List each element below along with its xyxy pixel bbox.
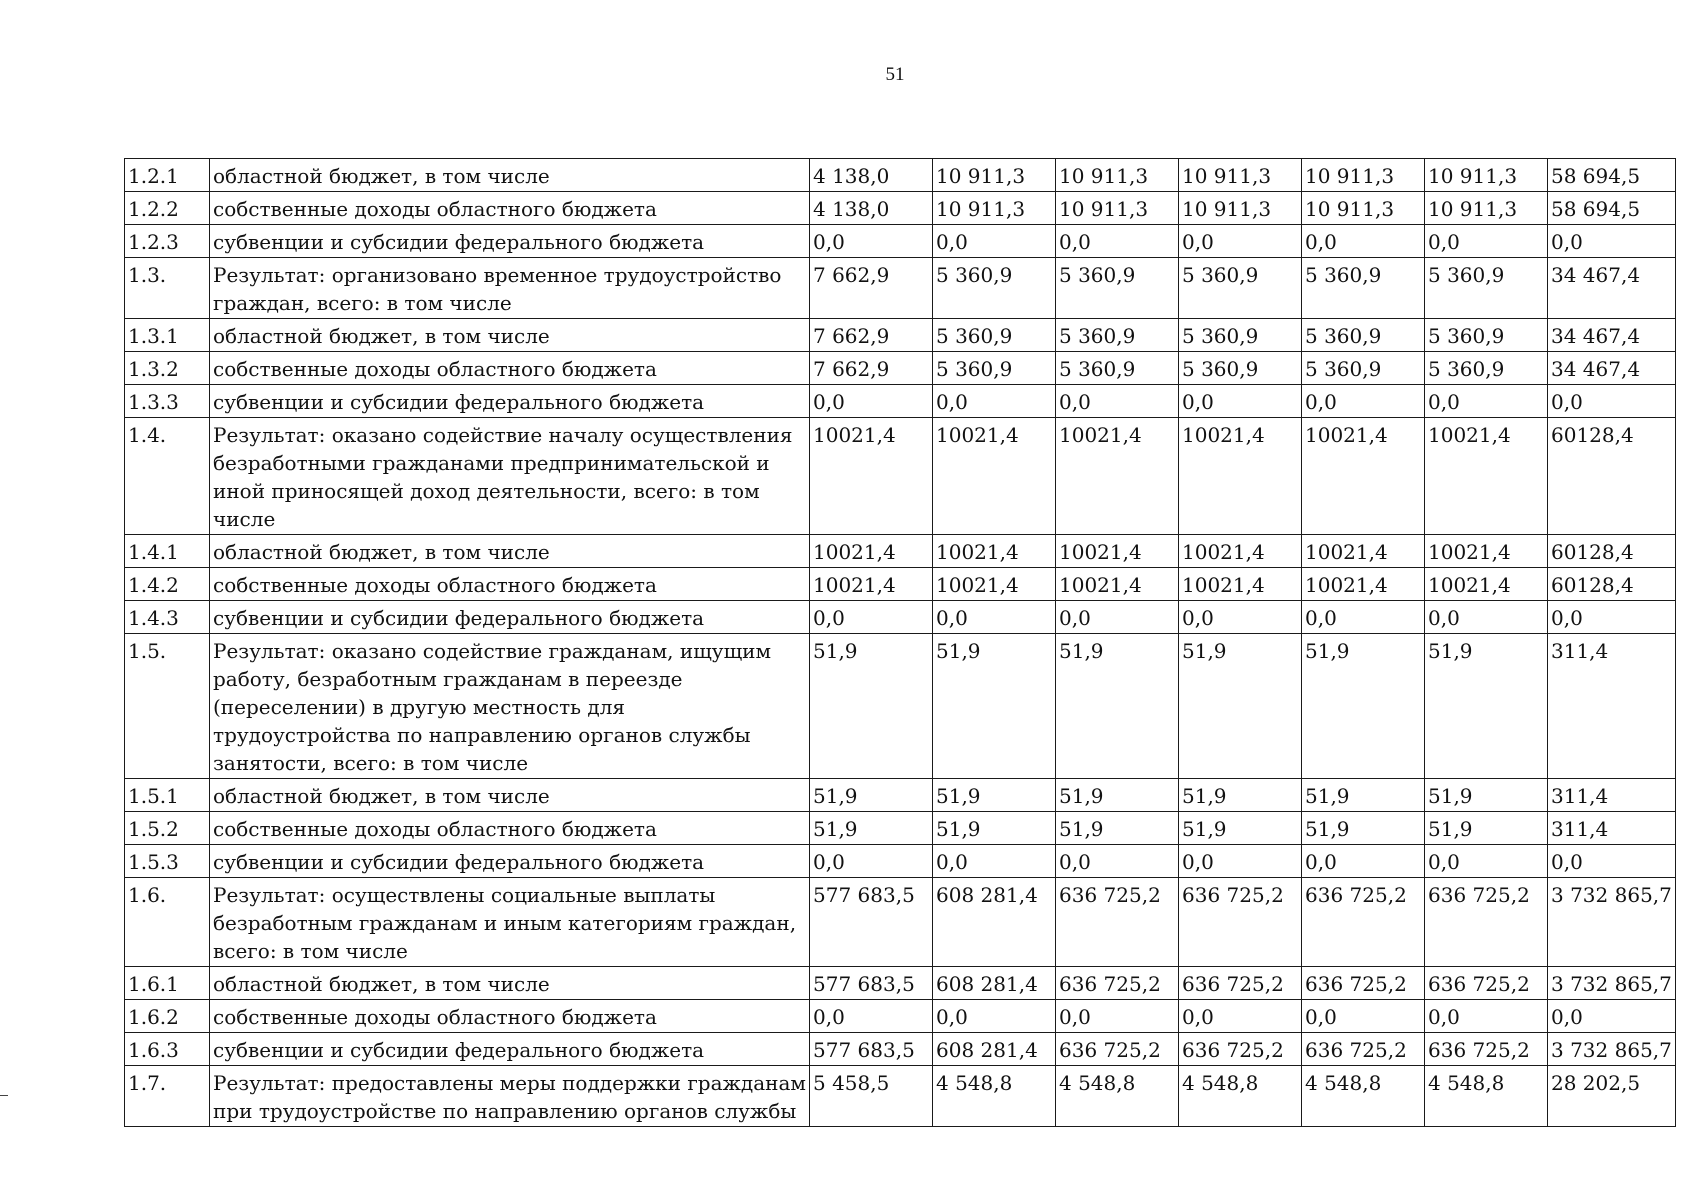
row-year-value: 10 911,3 (1302, 159, 1425, 192)
row-code: 1.6.2 (125, 1000, 210, 1033)
row-code: 1.5.1 (125, 779, 210, 812)
row-year-value: 51,9 (1056, 779, 1179, 812)
row-year-value: 10021,4 (810, 418, 933, 535)
row-description: субвенции и субсидии федерального бюджета (210, 385, 810, 418)
row-year-value: 51,9 (1425, 812, 1548, 845)
row-year-value: 636 725,2 (1302, 878, 1425, 967)
row-year-value: 10021,4 (1425, 418, 1548, 535)
row-year-value: 0,0 (1302, 225, 1425, 258)
margin-mark (0, 1095, 8, 1096)
row-year-value: 51,9 (1056, 634, 1179, 779)
row-total-value: 58 694,5 (1548, 192, 1676, 225)
row-description: собственные доходы областного бюджета (210, 352, 810, 385)
row-description: субвенции и субсидии федерального бюджета (210, 225, 810, 258)
row-year-value: 0,0 (1302, 1000, 1425, 1033)
table-row (125, 225, 1676, 258)
row-year-value: 0,0 (810, 601, 933, 634)
row-year-value: 51,9 (1056, 812, 1179, 845)
row-total-value: 311,4 (1548, 812, 1676, 845)
table-row (125, 352, 1676, 385)
row-description: субвенции и субсидии федерального бюджета (210, 1033, 810, 1066)
row-year-value: 0,0 (933, 601, 1056, 634)
row-year-value: 4 548,8 (1425, 1066, 1548, 1127)
row-year-value: 0,0 (1302, 385, 1425, 418)
row-year-value: 10 911,3 (933, 192, 1056, 225)
row-year-value: 608 281,4 (933, 1033, 1056, 1066)
row-year-value: 636 725,2 (1302, 967, 1425, 1000)
row-year-value: 4 548,8 (1302, 1066, 1425, 1127)
row-year-value: 51,9 (933, 812, 1056, 845)
table-row (125, 967, 1676, 1000)
table-row (125, 779, 1676, 812)
row-year-value: 10021,4 (810, 568, 933, 601)
row-code: 1.2.3 (125, 225, 210, 258)
row-code: 1.2.2 (125, 192, 210, 225)
row-description: областной бюджет, в том числе (210, 535, 810, 568)
row-description: Результат: предоставлены меры поддержки гражданам при трудоустройстве по направлению органов службы (210, 1066, 810, 1127)
table-row (125, 634, 1676, 779)
row-code: 1.6. (125, 878, 210, 967)
row-description: собственные доходы областного бюджета (210, 1000, 810, 1033)
row-year-value: 10 911,3 (1056, 159, 1179, 192)
row-total-value: 3 732 865,7 (1548, 1033, 1676, 1066)
row-year-value: 10021,4 (1179, 568, 1302, 601)
row-total-value: 34 467,4 (1548, 352, 1676, 385)
row-year-value: 636 725,2 (1179, 967, 1302, 1000)
row-year-value: 10 911,3 (1179, 159, 1302, 192)
row-year-value: 51,9 (1425, 779, 1548, 812)
table-row (125, 845, 1676, 878)
row-year-value: 5 360,9 (1425, 319, 1548, 352)
row-code: 1.5.3 (125, 845, 210, 878)
row-description: областной бюджет, в том числе (210, 779, 810, 812)
row-year-value: 636 725,2 (1425, 967, 1548, 1000)
row-description: собственные доходы областного бюджета (210, 192, 810, 225)
row-code: 1.4.2 (125, 568, 210, 601)
row-year-value: 4 138,0 (810, 159, 933, 192)
row-total-value: 0,0 (1548, 845, 1676, 878)
row-year-value: 10 911,3 (1425, 192, 1548, 225)
row-year-value: 0,0 (810, 845, 933, 878)
row-year-value: 0,0 (1056, 1000, 1179, 1033)
table-row (125, 258, 1676, 319)
row-description: субвенции и субсидии федерального бюджета (210, 601, 810, 634)
row-year-value: 10021,4 (933, 535, 1056, 568)
row-year-value: 51,9 (1302, 812, 1425, 845)
row-year-value: 0,0 (1425, 385, 1548, 418)
row-year-value: 577 683,5 (810, 1033, 933, 1066)
row-total-value: 58 694,5 (1548, 159, 1676, 192)
row-total-value: 60128,4 (1548, 418, 1676, 535)
row-year-value: 0,0 (810, 385, 933, 418)
row-year-value: 10021,4 (1302, 535, 1425, 568)
row-year-value: 608 281,4 (933, 878, 1056, 967)
row-code: 1.3.3 (125, 385, 210, 418)
row-year-value: 7 662,9 (810, 319, 933, 352)
row-year-value: 636 725,2 (1179, 878, 1302, 967)
row-year-value: 0,0 (1056, 225, 1179, 258)
row-year-value: 5 360,9 (1302, 319, 1425, 352)
row-year-value: 577 683,5 (810, 878, 933, 967)
row-description: собственные доходы областного бюджета (210, 568, 810, 601)
row-total-value: 34 467,4 (1548, 258, 1676, 319)
row-year-value: 4 548,8 (1179, 1066, 1302, 1127)
row-total-value: 34 467,4 (1548, 319, 1676, 352)
row-code: 1.5. (125, 634, 210, 779)
row-year-value: 0,0 (1425, 225, 1548, 258)
row-year-value: 51,9 (810, 779, 933, 812)
row-year-value: 5 360,9 (1056, 319, 1179, 352)
row-year-value: 636 725,2 (1056, 967, 1179, 1000)
table-row (125, 1000, 1676, 1033)
row-year-value: 0,0 (810, 225, 933, 258)
row-code: 1.4.3 (125, 601, 210, 634)
table-row (125, 192, 1676, 225)
row-year-value: 0,0 (1056, 385, 1179, 418)
row-year-value: 0,0 (933, 1000, 1056, 1033)
row-total-value: 60128,4 (1548, 535, 1676, 568)
row-total-value: 3 732 865,7 (1548, 878, 1676, 967)
row-total-value: 28 202,5 (1548, 1066, 1676, 1127)
row-year-value: 0,0 (1056, 845, 1179, 878)
row-year-value: 10 911,3 (1302, 192, 1425, 225)
row-year-value: 608 281,4 (933, 967, 1056, 1000)
row-year-value: 10021,4 (1056, 568, 1179, 601)
row-year-value: 5 458,5 (810, 1066, 933, 1127)
row-year-value: 10 911,3 (1425, 159, 1548, 192)
row-year-value: 577 683,5 (810, 967, 933, 1000)
row-year-value: 51,9 (1302, 634, 1425, 779)
row-year-value: 0,0 (933, 225, 1056, 258)
table-row (125, 319, 1676, 352)
row-year-value: 10021,4 (1056, 418, 1179, 535)
row-description: Результат: оказано содействие началу осуществления безработными гражданами предпринимательской и иной приносящей доход деятельности, всего: в том числе (210, 418, 810, 535)
row-year-value: 636 725,2 (1425, 878, 1548, 967)
table-body (125, 159, 1676, 1127)
row-year-value: 4 548,8 (1056, 1066, 1179, 1127)
row-code: 1.4. (125, 418, 210, 535)
row-year-value: 0,0 (1179, 1000, 1302, 1033)
page-number: 51 (885, 64, 905, 85)
row-year-value: 10021,4 (933, 568, 1056, 601)
row-year-value: 0,0 (1425, 601, 1548, 634)
row-description: Результат: организовано временное трудоустройство граждан, всего: в том числе (210, 258, 810, 319)
row-code: 1.6.1 (125, 967, 210, 1000)
row-code: 1.3.2 (125, 352, 210, 385)
row-year-value: 10 911,3 (1179, 192, 1302, 225)
row-year-value: 4 548,8 (933, 1066, 1056, 1127)
row-year-value: 51,9 (1302, 779, 1425, 812)
table-row (125, 812, 1676, 845)
row-description: Результат: осуществлены социальные выплаты безработным гражданам и иным категориям граждан, всего: в том числе (210, 878, 810, 967)
row-year-value: 5 360,9 (1056, 352, 1179, 385)
row-year-value: 0,0 (1179, 845, 1302, 878)
row-code: 1.4.1 (125, 535, 210, 568)
row-year-value: 0,0 (933, 385, 1056, 418)
table-row (125, 878, 1676, 967)
row-code: 1.6.3 (125, 1033, 210, 1066)
table-row (125, 418, 1676, 535)
table-row (125, 385, 1676, 418)
row-year-value: 10 911,3 (1056, 192, 1179, 225)
row-year-value: 5 360,9 (1425, 352, 1548, 385)
table-row (125, 1033, 1676, 1066)
row-year-value: 5 360,9 (1302, 352, 1425, 385)
row-year-value: 51,9 (933, 634, 1056, 779)
row-description: субвенции и субсидии федерального бюджета (210, 845, 810, 878)
row-year-value: 51,9 (810, 812, 933, 845)
row-year-value: 10021,4 (1302, 568, 1425, 601)
row-year-value: 636 725,2 (1302, 1033, 1425, 1066)
row-year-value: 51,9 (933, 779, 1056, 812)
row-year-value: 636 725,2 (1425, 1033, 1548, 1066)
row-code: 1.2.1 (125, 159, 210, 192)
row-year-value: 10021,4 (1302, 418, 1425, 535)
row-year-value: 51,9 (1179, 779, 1302, 812)
row-year-value: 5 360,9 (933, 352, 1056, 385)
table-row (125, 568, 1676, 601)
row-total-value: 0,0 (1548, 1000, 1676, 1033)
table-row (125, 535, 1676, 568)
row-description: Результат: оказано содействие гражданам, ищущим работу, безработным гражданам в переезде (переселении) в другую местность для трудоустройства по направлению органов службы занятости, всего: в том числе (210, 634, 810, 779)
row-code: 1.3. (125, 258, 210, 319)
row-year-value: 51,9 (1179, 634, 1302, 779)
table-row (125, 159, 1676, 192)
row-year-value: 10021,4 (810, 535, 933, 568)
row-year-value: 0,0 (1179, 601, 1302, 634)
row-year-value: 636 725,2 (1179, 1033, 1302, 1066)
row-description: областной бюджет, в том числе (210, 967, 810, 1000)
row-year-value: 5 360,9 (1179, 352, 1302, 385)
row-total-value: 311,4 (1548, 779, 1676, 812)
row-year-value: 7 662,9 (810, 258, 933, 319)
row-total-value: 311,4 (1548, 634, 1676, 779)
budget-table (124, 158, 1676, 1127)
row-year-value: 5 360,9 (933, 319, 1056, 352)
row-year-value: 10021,4 (1179, 418, 1302, 535)
row-year-value: 7 662,9 (810, 352, 933, 385)
row-year-value: 0,0 (1302, 601, 1425, 634)
row-year-value: 5 360,9 (1302, 258, 1425, 319)
row-year-value: 0,0 (1302, 845, 1425, 878)
row-year-value: 0,0 (1179, 385, 1302, 418)
row-code: 1.7. (125, 1066, 210, 1127)
row-description: собственные доходы областного бюджета (210, 812, 810, 845)
row-year-value: 5 360,9 (1179, 258, 1302, 319)
row-year-value: 636 725,2 (1056, 878, 1179, 967)
row-year-value: 0,0 (1425, 845, 1548, 878)
table-row (125, 601, 1676, 634)
row-year-value: 10021,4 (1425, 535, 1548, 568)
row-year-value: 0,0 (1179, 225, 1302, 258)
row-year-value: 10021,4 (1056, 535, 1179, 568)
row-code: 1.5.2 (125, 812, 210, 845)
row-year-value: 636 725,2 (1056, 1033, 1179, 1066)
row-year-value: 0,0 (1425, 1000, 1548, 1033)
row-total-value: 0,0 (1548, 601, 1676, 634)
row-total-value: 3 732 865,7 (1548, 967, 1676, 1000)
row-year-value: 10 911,3 (933, 159, 1056, 192)
row-total-value: 60128,4 (1548, 568, 1676, 601)
row-year-value: 51,9 (1179, 812, 1302, 845)
row-year-value: 10021,4 (1179, 535, 1302, 568)
row-year-value: 10021,4 (1425, 568, 1548, 601)
row-total-value: 0,0 (1548, 225, 1676, 258)
row-code: 1.3.1 (125, 319, 210, 352)
row-year-value: 5 360,9 (1056, 258, 1179, 319)
row-year-value: 5 360,9 (933, 258, 1056, 319)
row-year-value: 4 138,0 (810, 192, 933, 225)
row-year-value: 5 360,9 (1179, 319, 1302, 352)
row-year-value: 51,9 (1425, 634, 1548, 779)
row-description: областной бюджет, в том числе (210, 159, 810, 192)
row-year-value: 10021,4 (933, 418, 1056, 535)
row-year-value: 5 360,9 (1425, 258, 1548, 319)
table-row (125, 1066, 1676, 1127)
row-total-value: 0,0 (1548, 385, 1676, 418)
row-year-value: 0,0 (1056, 601, 1179, 634)
row-description: областной бюджет, в том числе (210, 319, 810, 352)
row-year-value: 0,0 (810, 1000, 933, 1033)
row-year-value: 0,0 (933, 845, 1056, 878)
row-year-value: 51,9 (810, 634, 933, 779)
